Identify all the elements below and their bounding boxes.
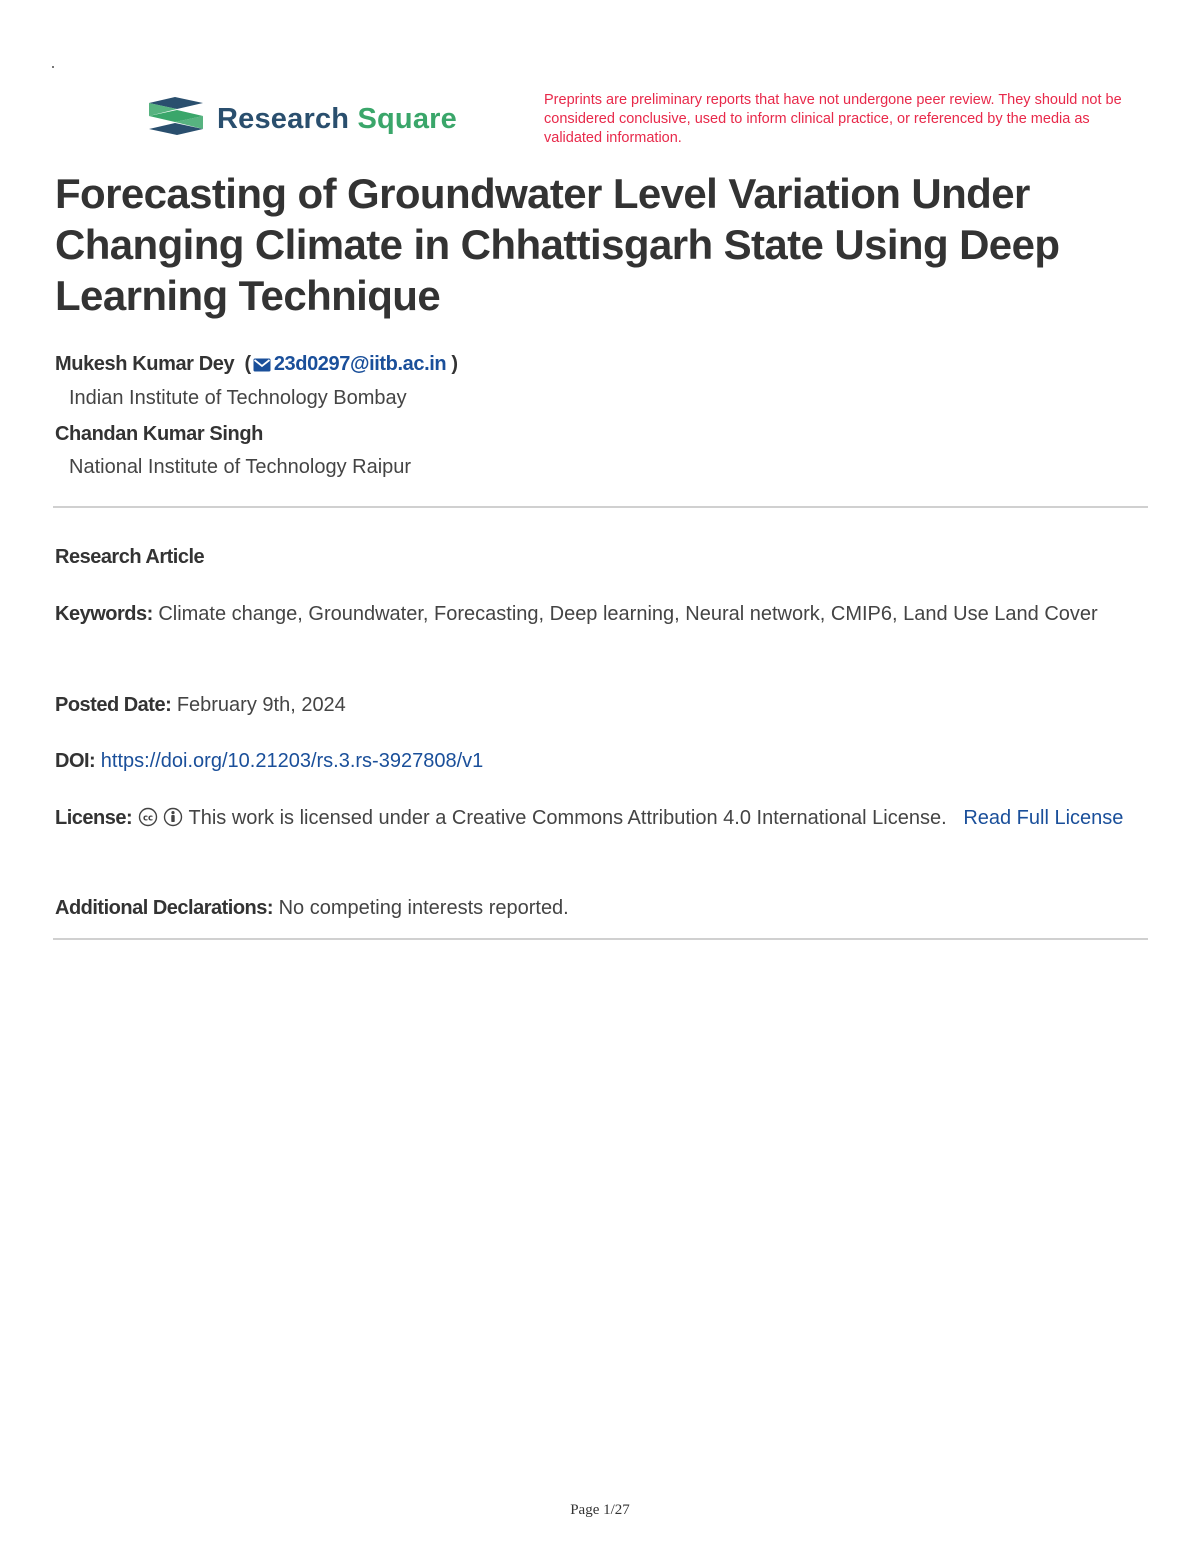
declarations-section [55, 891, 1135, 925]
license-text: This work is licensed under a Creative Commons Attribution 4.0 International License. [188, 807, 947, 829]
author-2-name: Chandan Kumar Singh [55, 423, 263, 445]
brand-word-research: Research [217, 102, 350, 135]
author-1-email-group: ( 23d0297@iitb.ac.in ) [239, 353, 458, 375]
doi-link[interactable]: https://doi.org/10.21203/rs.3.rs-3927808/v1 [100, 750, 484, 772]
declarations-label: Additional Declarations: [55, 897, 274, 919]
author-1-email-link[interactable]: 23d0297@iitb.ac.in [273, 353, 447, 375]
page-mark [52, 66, 54, 68]
doi-label: DOI: [55, 750, 96, 772]
author-2-affiliation: National Institute of Technology Raipur [69, 456, 412, 478]
research-square-logo-icon [147, 97, 205, 141]
brand-word-square: Square [357, 102, 457, 135]
keywords-section [55, 597, 1135, 631]
svg-text:cc: cc [142, 813, 153, 824]
brand-wordmark [217, 103, 457, 136]
page-number: Page 1/27 [570, 1502, 630, 1518]
license-section [55, 801, 1135, 835]
envelope-icon [253, 358, 271, 372]
author-1-affiliation: Indian Institute of Technology Bombay [69, 387, 407, 409]
article-type [55, 540, 1135, 574]
author-2 [55, 423, 263, 446]
posted-date-section [55, 688, 1135, 722]
doi-section [55, 744, 1135, 778]
preprint-disclaimer: Preprints are preliminary reports that have not undergone peer review. They should not be considered conclusive, used to inform clinical practice, or referenced by the media as validated information. [544, 92, 1122, 146]
paper-title: Forecasting of Groundwater Level Variation Under Changing Climate in Chhattisgarh State Using Deep Learning Technique [55, 170, 1060, 319]
license-label: License: [55, 807, 133, 829]
keywords-label: Keywords: [55, 603, 153, 625]
read-full-license-link[interactable]: Read Full License [963, 807, 1124, 829]
keywords-value: Climate change, Groundwater, Forecasting, Deep learning, Neural network, CMIP6, Land Use Land Cover [158, 603, 1098, 625]
author-1-name: Mukesh Kumar Dey [55, 353, 235, 375]
research-square-logo[interactable] [147, 97, 457, 141]
bottom-divider [53, 938, 1148, 940]
article-type-label: Research Article [55, 546, 205, 568]
posted-date-label: Posted Date: [55, 694, 172, 716]
cc-icon [138, 807, 158, 827]
top-divider [53, 506, 1148, 508]
declarations-value: No competing interests reported. [278, 897, 569, 919]
posted-date-value: February 9th, 2024 [176, 694, 346, 716]
by-attribution-icon [163, 807, 183, 827]
author-1 [55, 353, 458, 376]
